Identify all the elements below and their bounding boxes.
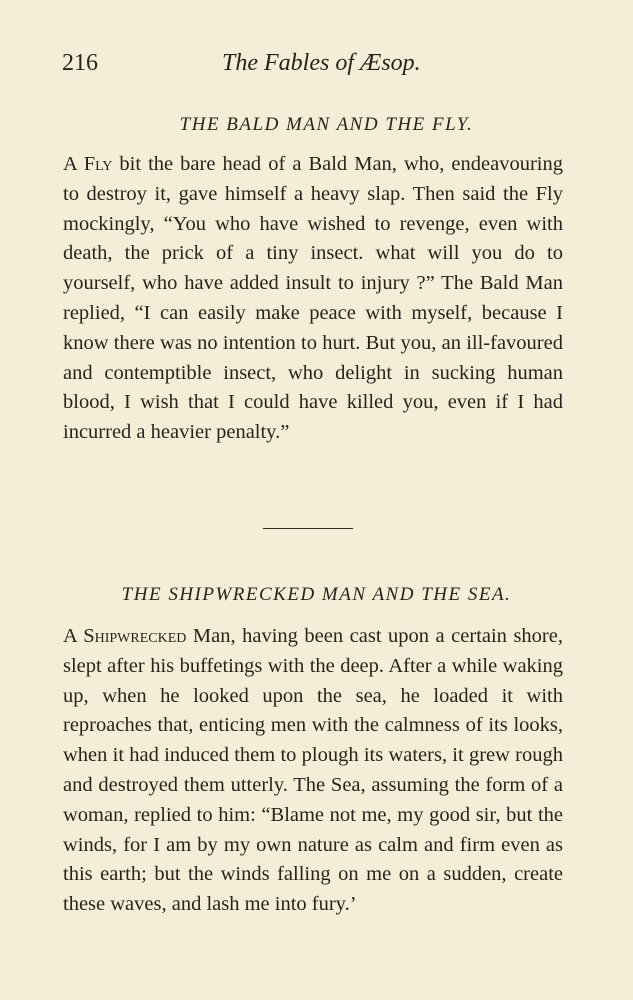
- fable-lead-word: A Shipwrecked: [63, 625, 187, 647]
- fable-text-bald-man: [63, 150, 563, 448]
- fable-text-shipwrecked-man: [63, 622, 563, 920]
- fable-body-text: Man, having been cast upon a certain shore, slept after his buffetings with the deep. After a while waking up, when he looked upon the sea, he loaded it with reproaches that, enticing men with the calmness of its looks, when it had induced them to plough its waters, it grew rough and destroyed them utterly. The Sea, assuming the form of a woman, replied to him: “Blame not me, my good sir, but the winds, for I am by my own nature as calm and firm even as this earth; but the winds falling on me on a sudden, create these waves, and lash me into fury.’: [63, 625, 563, 916]
- section-divider: [263, 528, 353, 529]
- fable-title-shipwrecked-man: THE SHIPWRECKED MAN AND THE SEA.: [121, 584, 512, 605]
- fable-lead-word: A Fly: [63, 153, 113, 175]
- book-title: The Fables of Æsop.: [222, 50, 421, 76]
- page-number: 216: [62, 50, 98, 76]
- running-head: [62, 50, 565, 84]
- fable-title-bald-man: THE BALD MAN AND THE FLY.: [179, 114, 474, 135]
- fable-body-text: bit the bare head of a Bald Man, who, endeavouring to destroy it, gave himself a heavy slap. Then said the Fly mockingly, “You who have wished to revenge, even with death, the prick of a tiny insect. what will you do to yourself, who have added insult to injury ?” The Bald Man replied, “I can easily make peace with myself, because I know there was no intention to hurt. But you, an ill-favoured and contemptible insect, who delight in sucking human blood, I wish that I could have killed you, even if I had incurred a heavier penalty.”: [63, 153, 563, 444]
